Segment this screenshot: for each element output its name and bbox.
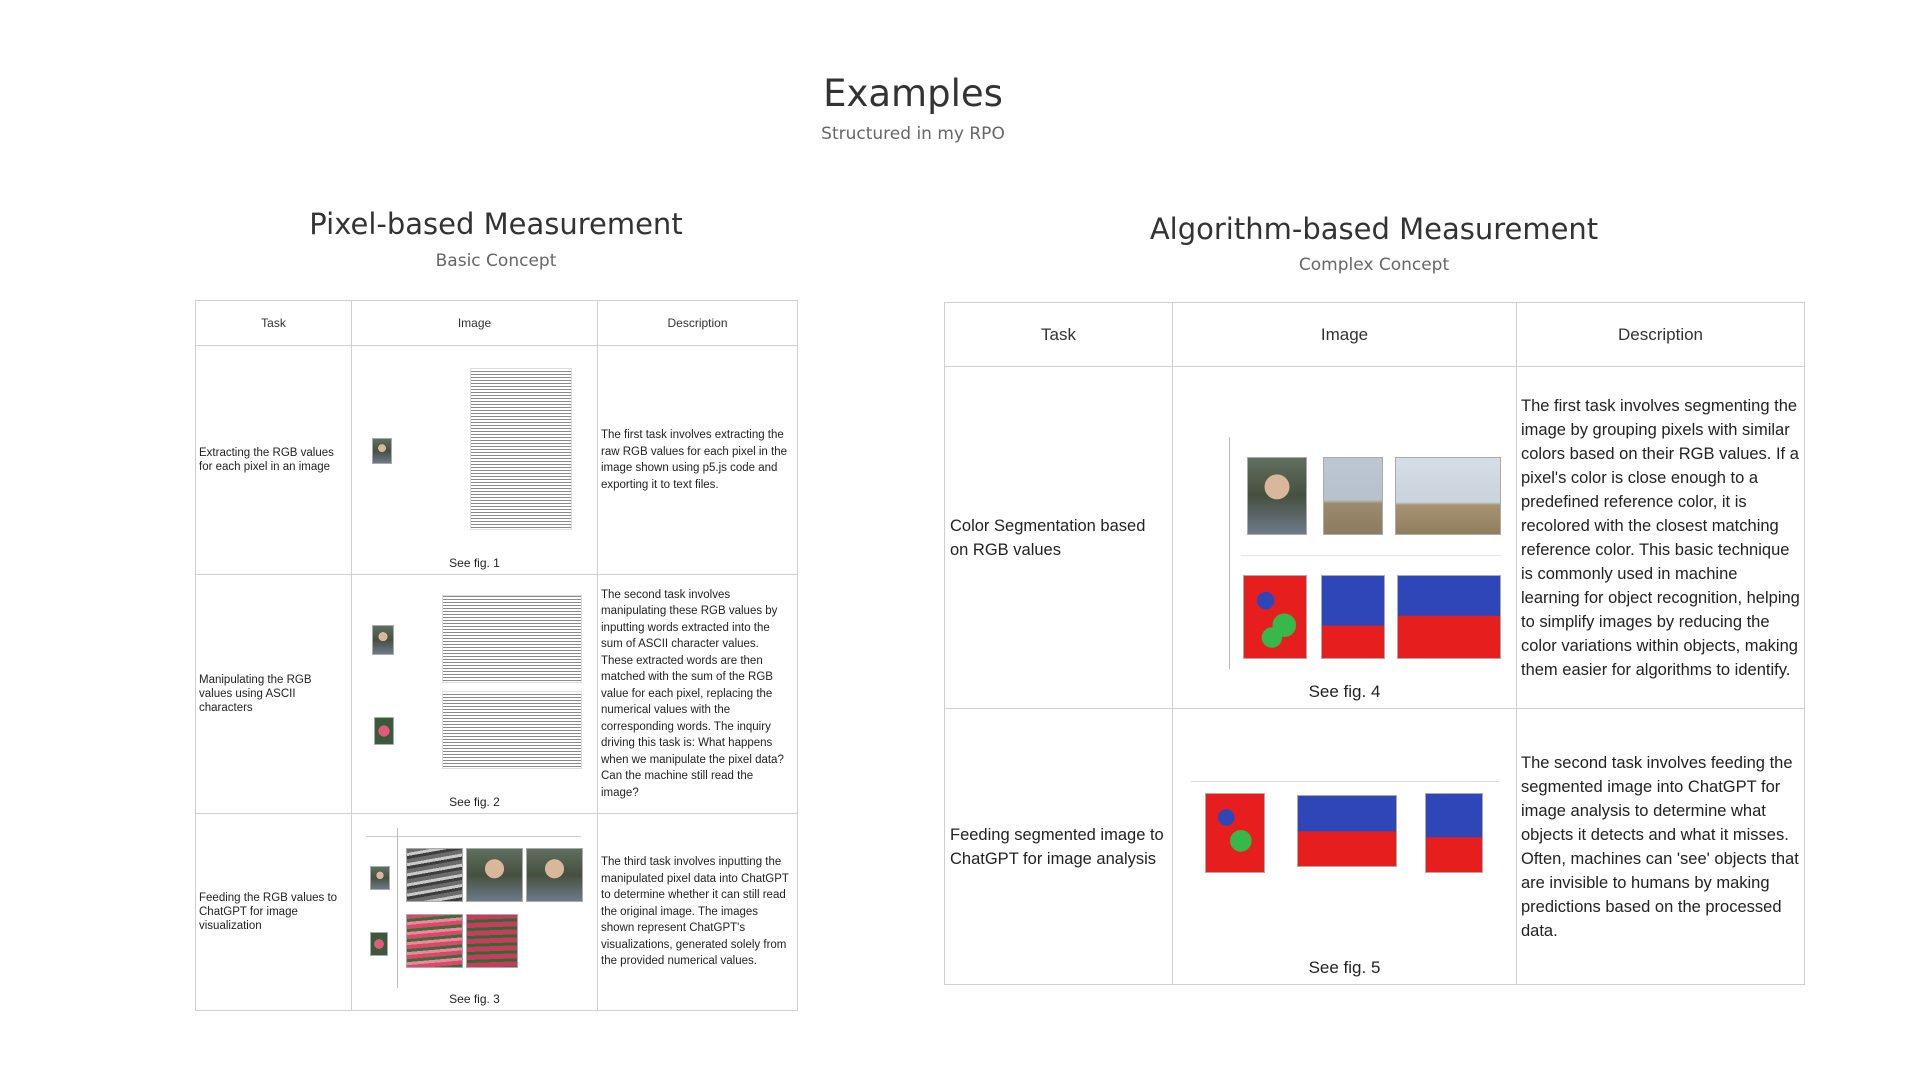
figure-cell [352, 575, 598, 814]
chatgpt-visualization-image [466, 914, 518, 968]
task-cell: Manipulating the RGB values using ASCII characters [196, 575, 352, 814]
figure-caption: See fig. 3 [449, 992, 500, 1006]
chatgpt-visualization-image [406, 848, 463, 902]
figure-caption: See fig. 4 [1308, 682, 1381, 701]
ascii-text-image [442, 691, 582, 769]
table-header-row [945, 303, 1805, 367]
segmented-image-palm-tree [1425, 793, 1483, 873]
column-header-image: Image [1173, 303, 1517, 367]
original-image-girl [1247, 457, 1307, 535]
figure-caption: See fig. 1 [449, 556, 500, 570]
chatgpt-visualization-image [406, 914, 463, 968]
description-cell: The third task involves inputting the manipulated pixel data into ChatGPT to determine whether it can still read the original image. The images shown represent ChatGPT's visualizations, generated solely from the provided numerical values. [598, 814, 798, 1011]
table-row [945, 709, 1805, 985]
table-row [196, 346, 798, 575]
column-header-description: Description [1517, 303, 1805, 367]
segmented-image-girl [1205, 793, 1265, 873]
original-image-beach [1395, 457, 1501, 535]
source-image-thumbnail [372, 625, 394, 655]
figure-cell [352, 346, 598, 575]
page-subtitle: Structured in my RPO [821, 124, 1005, 144]
figure-divider [1241, 555, 1501, 556]
figure-divider [397, 828, 398, 988]
segmented-image-palm-tree [1321, 575, 1385, 659]
source-image-thumbnail [372, 438, 392, 464]
flower-image-thumbnail [374, 717, 394, 745]
left-section-subtitle: Basic Concept [435, 251, 557, 271]
segmented-image-girl [1243, 575, 1307, 659]
algorithm-measurement-table [944, 302, 1805, 985]
left-section-title: Pixel-based Measurement [309, 207, 683, 241]
ascii-text-image [442, 595, 582, 683]
description-cell: The second task involves feeding the segmented image into ChatGPT for image analysis to determine what objects it detects and what it misses. Often, machines can 'see' objects that are invisible to humans by making predictions based on the processed data. [1517, 709, 1805, 985]
table-row [196, 814, 798, 1011]
figure-cell [352, 814, 598, 1011]
table-header-row [196, 301, 798, 346]
task-cell [945, 709, 1173, 985]
column-header-task: Task [196, 301, 352, 346]
task-cell: Color Segmentation based on RGB values [945, 367, 1173, 709]
task-cell: Feeding the RGB values to ChatGPT for image visualization [196, 814, 352, 1011]
segmented-image-beach [1297, 795, 1397, 867]
column-header-image: Image [352, 301, 598, 346]
figure-divider [366, 836, 581, 837]
figure-caption: See fig. 5 [1308, 958, 1381, 977]
description-cell: The first task involves extracting the raw RGB values for each pixel in the image shown using p5.js code and exporting it to text files. [598, 346, 798, 575]
figure-cell [1173, 709, 1517, 985]
task-text: Feeding segmented image to ChatGPT for image analysis [950, 825, 1164, 868]
figure-caption: See fig. 2 [449, 795, 500, 809]
column-header-task: Task [945, 303, 1173, 367]
table-row [196, 575, 798, 814]
chatgpt-visualization-image [466, 848, 523, 902]
right-section-subtitle: Complex Concept [1298, 255, 1450, 275]
segmented-image-beach [1397, 575, 1501, 659]
pixel-measurement-table [195, 300, 798, 1011]
figure-divider [1191, 781, 1499, 782]
flower-image-thumbnail [370, 932, 388, 956]
table-row [945, 367, 1805, 709]
description-cell: The second task involves manipulating these RGB values by inputting words extracted into the sum of ASCII character values. These extracted words are then matched with the sum of the RGB value for each pixel, replacing the numerical values with the corresponding words. The inquiry driving this task is: What happens when we manipulate the pixel data? Can the machine still read the image? [598, 575, 798, 814]
rgb-values-text-image [470, 368, 572, 530]
chatgpt-visualization-image [526, 848, 583, 902]
page-title: Examples [823, 72, 1003, 115]
description-cell: The first task involves segmenting the image by grouping pixels with similar colors based on their RGB values. If a pixel's color is close enough to a predefined reference color, it is recolored with the closest matching reference color. This basic technique is commonly used in machine learning for object recognition, helping to simplify images by reducing the color variations within objects, making them easier for algorithms to identify. [1517, 367, 1805, 709]
right-section-title: Algorithm-based Measurement [1149, 212, 1599, 246]
task-cell: Extracting the RGB values for each pixel in an image [196, 346, 352, 575]
source-image-thumbnail [370, 866, 390, 890]
column-header-description: Description [598, 301, 798, 346]
original-image-palm-tree [1323, 457, 1383, 535]
figure-cell [1173, 367, 1517, 709]
figure-divider [1229, 437, 1230, 669]
